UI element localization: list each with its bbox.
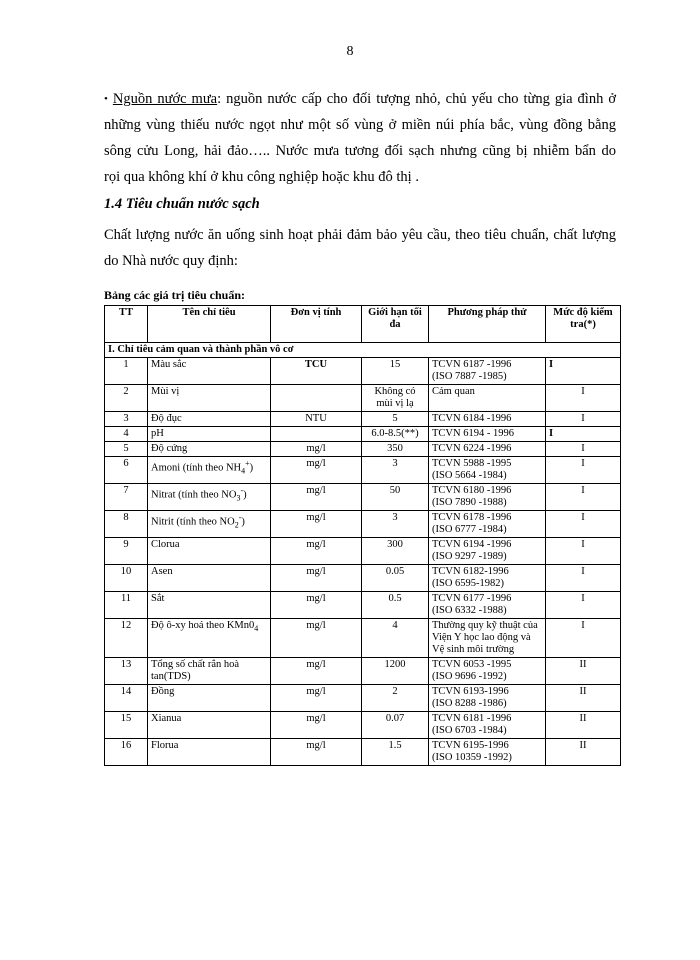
name-suffix: ) — [241, 516, 245, 528]
name-text: Độ cứng — [151, 443, 188, 454]
name-text: Florua — [151, 740, 179, 751]
cell-limit: 1200 — [362, 658, 429, 685]
cell-tt: 11 — [105, 592, 148, 619]
cell-name — [148, 412, 271, 427]
method-line: Thường quy kỹ thuật của Viện Y học lao động và Vệ sinh môi trường — [432, 620, 538, 655]
name-suffix: ) — [249, 462, 254, 474]
paragraph-line: do Nhà nước quy định: — [104, 253, 238, 269]
cell-method — [429, 538, 546, 565]
cell-unit: mg/l — [271, 619, 362, 658]
cell-level: I — [546, 538, 621, 565]
name-text: Asen — [151, 566, 173, 577]
cell-tt: 12 — [105, 619, 148, 658]
cell-method — [429, 412, 546, 427]
cell-unit: mg/l — [271, 457, 362, 484]
cell-name — [148, 442, 271, 457]
name-text: Tổng số chất rắn hoà tan(TDS) — [151, 659, 240, 682]
paragraph-line: những vùng thiếu nước ngọt như một số vùng ở miền núi phía bắc, vùng đồng bằng — [104, 117, 616, 133]
cell-limit: 1.5 — [362, 739, 429, 766]
method-line: (ISO 9297 -1989) — [432, 551, 507, 562]
name-text: pH — [151, 428, 164, 439]
cell-unit: NTU — [271, 412, 362, 427]
cell-level: I — [546, 619, 621, 658]
cell-limit: 15 — [362, 358, 429, 385]
name-text: Clorua — [151, 539, 180, 550]
name-subscript: 4 — [254, 624, 259, 634]
cell-tt: 15 — [105, 712, 148, 739]
cell-name — [148, 658, 271, 685]
cell-level: I — [546, 442, 621, 457]
cell-name — [148, 427, 271, 442]
rainwater-paragraph — [104, 86, 616, 190]
method-line: TCVN 5988 -1995 — [432, 458, 512, 469]
cell-limit: 0.05 — [362, 565, 429, 592]
cell-unit: mg/l — [271, 538, 362, 565]
name-text: Nitrit (tính theo NO — [151, 516, 235, 528]
cell-unit: mg/l — [271, 658, 362, 685]
cell-tt: 3 — [105, 412, 148, 427]
paragraph-line: rọi qua không khí ở khu công nghiệp hoặc khu đô thị . — [104, 169, 419, 185]
method-line: (ISO 6703 -1984) — [432, 725, 507, 736]
cell-level: I — [546, 511, 621, 538]
cell-method — [429, 739, 546, 766]
cell-limit: 3 — [362, 457, 429, 484]
name-text: Sắt — [151, 593, 165, 604]
method-line: TCVN 6178 -1996 — [432, 512, 512, 523]
cell-tt: 14 — [105, 685, 148, 712]
method-line: (ISO 6332 -1988) — [432, 605, 507, 616]
name-text: Độ đục — [151, 413, 182, 424]
section-heading: 1.4 Tiêu chuẩn nước sạch — [104, 196, 260, 212]
cell-method — [429, 658, 546, 685]
method-line: Cảm quan — [432, 386, 475, 397]
cell-name — [148, 619, 271, 658]
cell-name — [148, 592, 271, 619]
method-line: TCVN 6182-1996 — [432, 566, 509, 577]
cell-tt: 6 — [105, 457, 148, 484]
table-row — [105, 457, 621, 484]
table-row — [105, 592, 621, 619]
table-row — [105, 619, 621, 658]
paragraph-line: sông cửu Long, hải đảo….. Nước mưa tương đối sạch nhưng cũng bị nhiễm bẩn do — [104, 143, 616, 159]
cell-method — [429, 619, 546, 658]
table-caption: Bảng các giá trị tiêu chuẩn: — [104, 288, 245, 302]
table-row — [105, 358, 621, 385]
cell-tt: 8 — [105, 511, 148, 538]
cell-unit: mg/l — [271, 592, 362, 619]
cell-method — [429, 484, 546, 511]
cell-limit: 2 — [362, 685, 429, 712]
cell-tt: 2 — [105, 385, 148, 412]
name-subscript: 3 — [236, 493, 241, 503]
cell-limit: 50 — [362, 484, 429, 511]
table-row — [105, 565, 621, 592]
table-row — [105, 511, 621, 538]
paragraph-text: : nguồn nước cấp cho đối tượng nhỏ, chủ yếu cho từng gia đình ở — [217, 91, 616, 107]
cell-limit: 4 — [362, 619, 429, 658]
method-line: (ISO 5664 -1984) — [432, 470, 507, 481]
cell-unit: mg/l — [271, 511, 362, 538]
name-text: Nitrat (tính theo NO — [151, 489, 237, 501]
standards-table — [104, 305, 621, 766]
cell-name — [148, 385, 271, 412]
header-method: Phương pháp thử — [429, 306, 546, 343]
method-line: (ISO 8288 -1986) — [432, 698, 507, 709]
cell-unit — [271, 427, 362, 442]
cell-level: I — [546, 427, 621, 442]
cell-level: II — [546, 685, 621, 712]
method-line: (ISO 6777 -1984) — [432, 524, 507, 535]
table-row — [105, 739, 621, 766]
table-row — [105, 427, 621, 442]
cell-method — [429, 427, 546, 442]
method-line: TCVN 6187 -1996 — [432, 359, 512, 370]
cell-unit: mg/l — [271, 442, 362, 457]
cell-unit: mg/l — [271, 712, 362, 739]
method-line: TCVN 6177 -1996 — [432, 593, 512, 604]
name-subscript: 4 — [241, 466, 246, 476]
name-text: Đồng — [151, 686, 175, 697]
header-name: Tên chỉ tiêu — [148, 306, 271, 343]
header-level: Mức độ kiểm tra(*) — [546, 306, 621, 343]
cell-unit: mg/l — [271, 484, 362, 511]
cell-tt: 9 — [105, 538, 148, 565]
table-row — [105, 385, 621, 412]
rainwater-term: Nguồn nước mưa — [112, 91, 218, 107]
cell-level: I — [546, 592, 621, 619]
name-superscript: + — [245, 459, 250, 468]
method-line: (ISO 9696 -1992) — [432, 671, 507, 682]
cell-level: II — [546, 739, 621, 766]
method-line: TCVN 6194 -1996 — [432, 539, 512, 550]
name-text: Mùi vị — [151, 386, 180, 397]
cell-level: I — [546, 484, 621, 511]
cell-unit: mg/l — [271, 565, 362, 592]
method-line: TCVN 6053 -1995 — [432, 659, 512, 670]
method-line: TCVN 6181 -1996 — [432, 713, 512, 724]
method-line: TCVN 6195-1996 — [432, 740, 509, 751]
cell-name — [148, 511, 271, 538]
cell-method — [429, 685, 546, 712]
name-text: Độ ô-xy hoá theo KMn0 — [151, 620, 255, 631]
cell-unit: mg/l — [271, 739, 362, 766]
cell-method — [429, 457, 546, 484]
cell-method — [429, 712, 546, 739]
cell-limit: 0.07 — [362, 712, 429, 739]
method-line: (ISO 6595-1982) — [432, 578, 505, 589]
name-subscript: 2 — [234, 520, 239, 530]
table-row — [105, 538, 621, 565]
page-number: 8 — [346, 44, 354, 59]
method-line: (ISO 7890 -1988) — [432, 497, 507, 508]
bullet-icon: • — [104, 93, 108, 105]
header-limit: Giới hạn tối đa — [362, 306, 429, 343]
cell-level: I — [546, 385, 621, 412]
cell-name — [148, 457, 271, 484]
name-superscript: - — [238, 513, 242, 522]
cell-level: I — [546, 457, 621, 484]
cell-unit: TCU — [271, 358, 362, 385]
name-text: Xianua — [151, 713, 182, 724]
cell-limit: 300 — [362, 538, 429, 565]
cell-tt: 13 — [105, 658, 148, 685]
cell-name — [148, 739, 271, 766]
cell-method — [429, 358, 546, 385]
table-row — [105, 712, 621, 739]
name-text: Màu sắc — [151, 359, 187, 370]
header-tt: TT — [105, 306, 148, 343]
cell-tt: 4 — [105, 427, 148, 442]
table-row — [105, 685, 621, 712]
cell-tt: 5 — [105, 442, 148, 457]
cell-name — [148, 685, 271, 712]
name-suffix: ) — [243, 489, 247, 501]
cell-limit: Không có mùi vị lạ — [362, 385, 429, 412]
method-line: (ISO 10359 -1992) — [432, 752, 512, 763]
cell-limit: 350 — [362, 442, 429, 457]
table-row — [105, 484, 621, 511]
cell-limit: 3 — [362, 511, 429, 538]
paragraph-line: Chất lượng nước ăn uống sinh hoạt phải đảm bảo yêu cầu, theo tiêu chuẩn, chất lượng — [104, 227, 616, 243]
cell-limit: 6.0-8.5(**) — [362, 427, 429, 442]
table-row — [105, 658, 621, 685]
cell-unit: mg/l — [271, 685, 362, 712]
method-line: TCVN 6193-1996 — [432, 686, 509, 697]
cell-tt: 1 — [105, 358, 148, 385]
section-title: I. Chỉ tiêu cảm quan và thành phần vô cơ — [105, 343, 621, 358]
cell-method — [429, 592, 546, 619]
method-line: (ISO 7887 -1985) — [432, 371, 507, 382]
name-superscript: - — [240, 486, 244, 495]
cell-level: I — [546, 412, 621, 427]
cell-tt: 7 — [105, 484, 148, 511]
cell-name — [148, 712, 271, 739]
cell-method — [429, 385, 546, 412]
cell-level: II — [546, 712, 621, 739]
name-text: Amoni (tính theo NH — [151, 462, 242, 474]
header-unit: Đơn vị tính — [271, 306, 362, 343]
method-line: TCVN 6194 - 1996 — [432, 428, 514, 439]
method-line: TCVN 6180 -1996 — [432, 485, 512, 496]
cell-name — [148, 565, 271, 592]
cell-tt: 16 — [105, 739, 148, 766]
cell-method — [429, 442, 546, 457]
cell-method — [429, 511, 546, 538]
cell-unit — [271, 385, 362, 412]
cell-name — [148, 484, 271, 511]
cell-name — [148, 538, 271, 565]
cell-name — [148, 358, 271, 385]
cell-level: II — [546, 658, 621, 685]
cell-method — [429, 565, 546, 592]
cell-tt: 10 — [105, 565, 148, 592]
cell-limit: 5 — [362, 412, 429, 427]
quality-paragraph — [104, 222, 616, 274]
cell-level: I — [546, 358, 621, 385]
table-row — [105, 412, 621, 427]
cell-limit: 0.5 — [362, 592, 429, 619]
paragraph-line — [104, 86, 616, 112]
method-line: TCVN 6184 -1996 — [432, 413, 512, 424]
cell-level: I — [546, 565, 621, 592]
section-row — [105, 343, 621, 358]
method-line: TCVN 6224 -1996 — [432, 443, 512, 454]
table-header-row — [105, 306, 621, 343]
table-row — [105, 442, 621, 457]
